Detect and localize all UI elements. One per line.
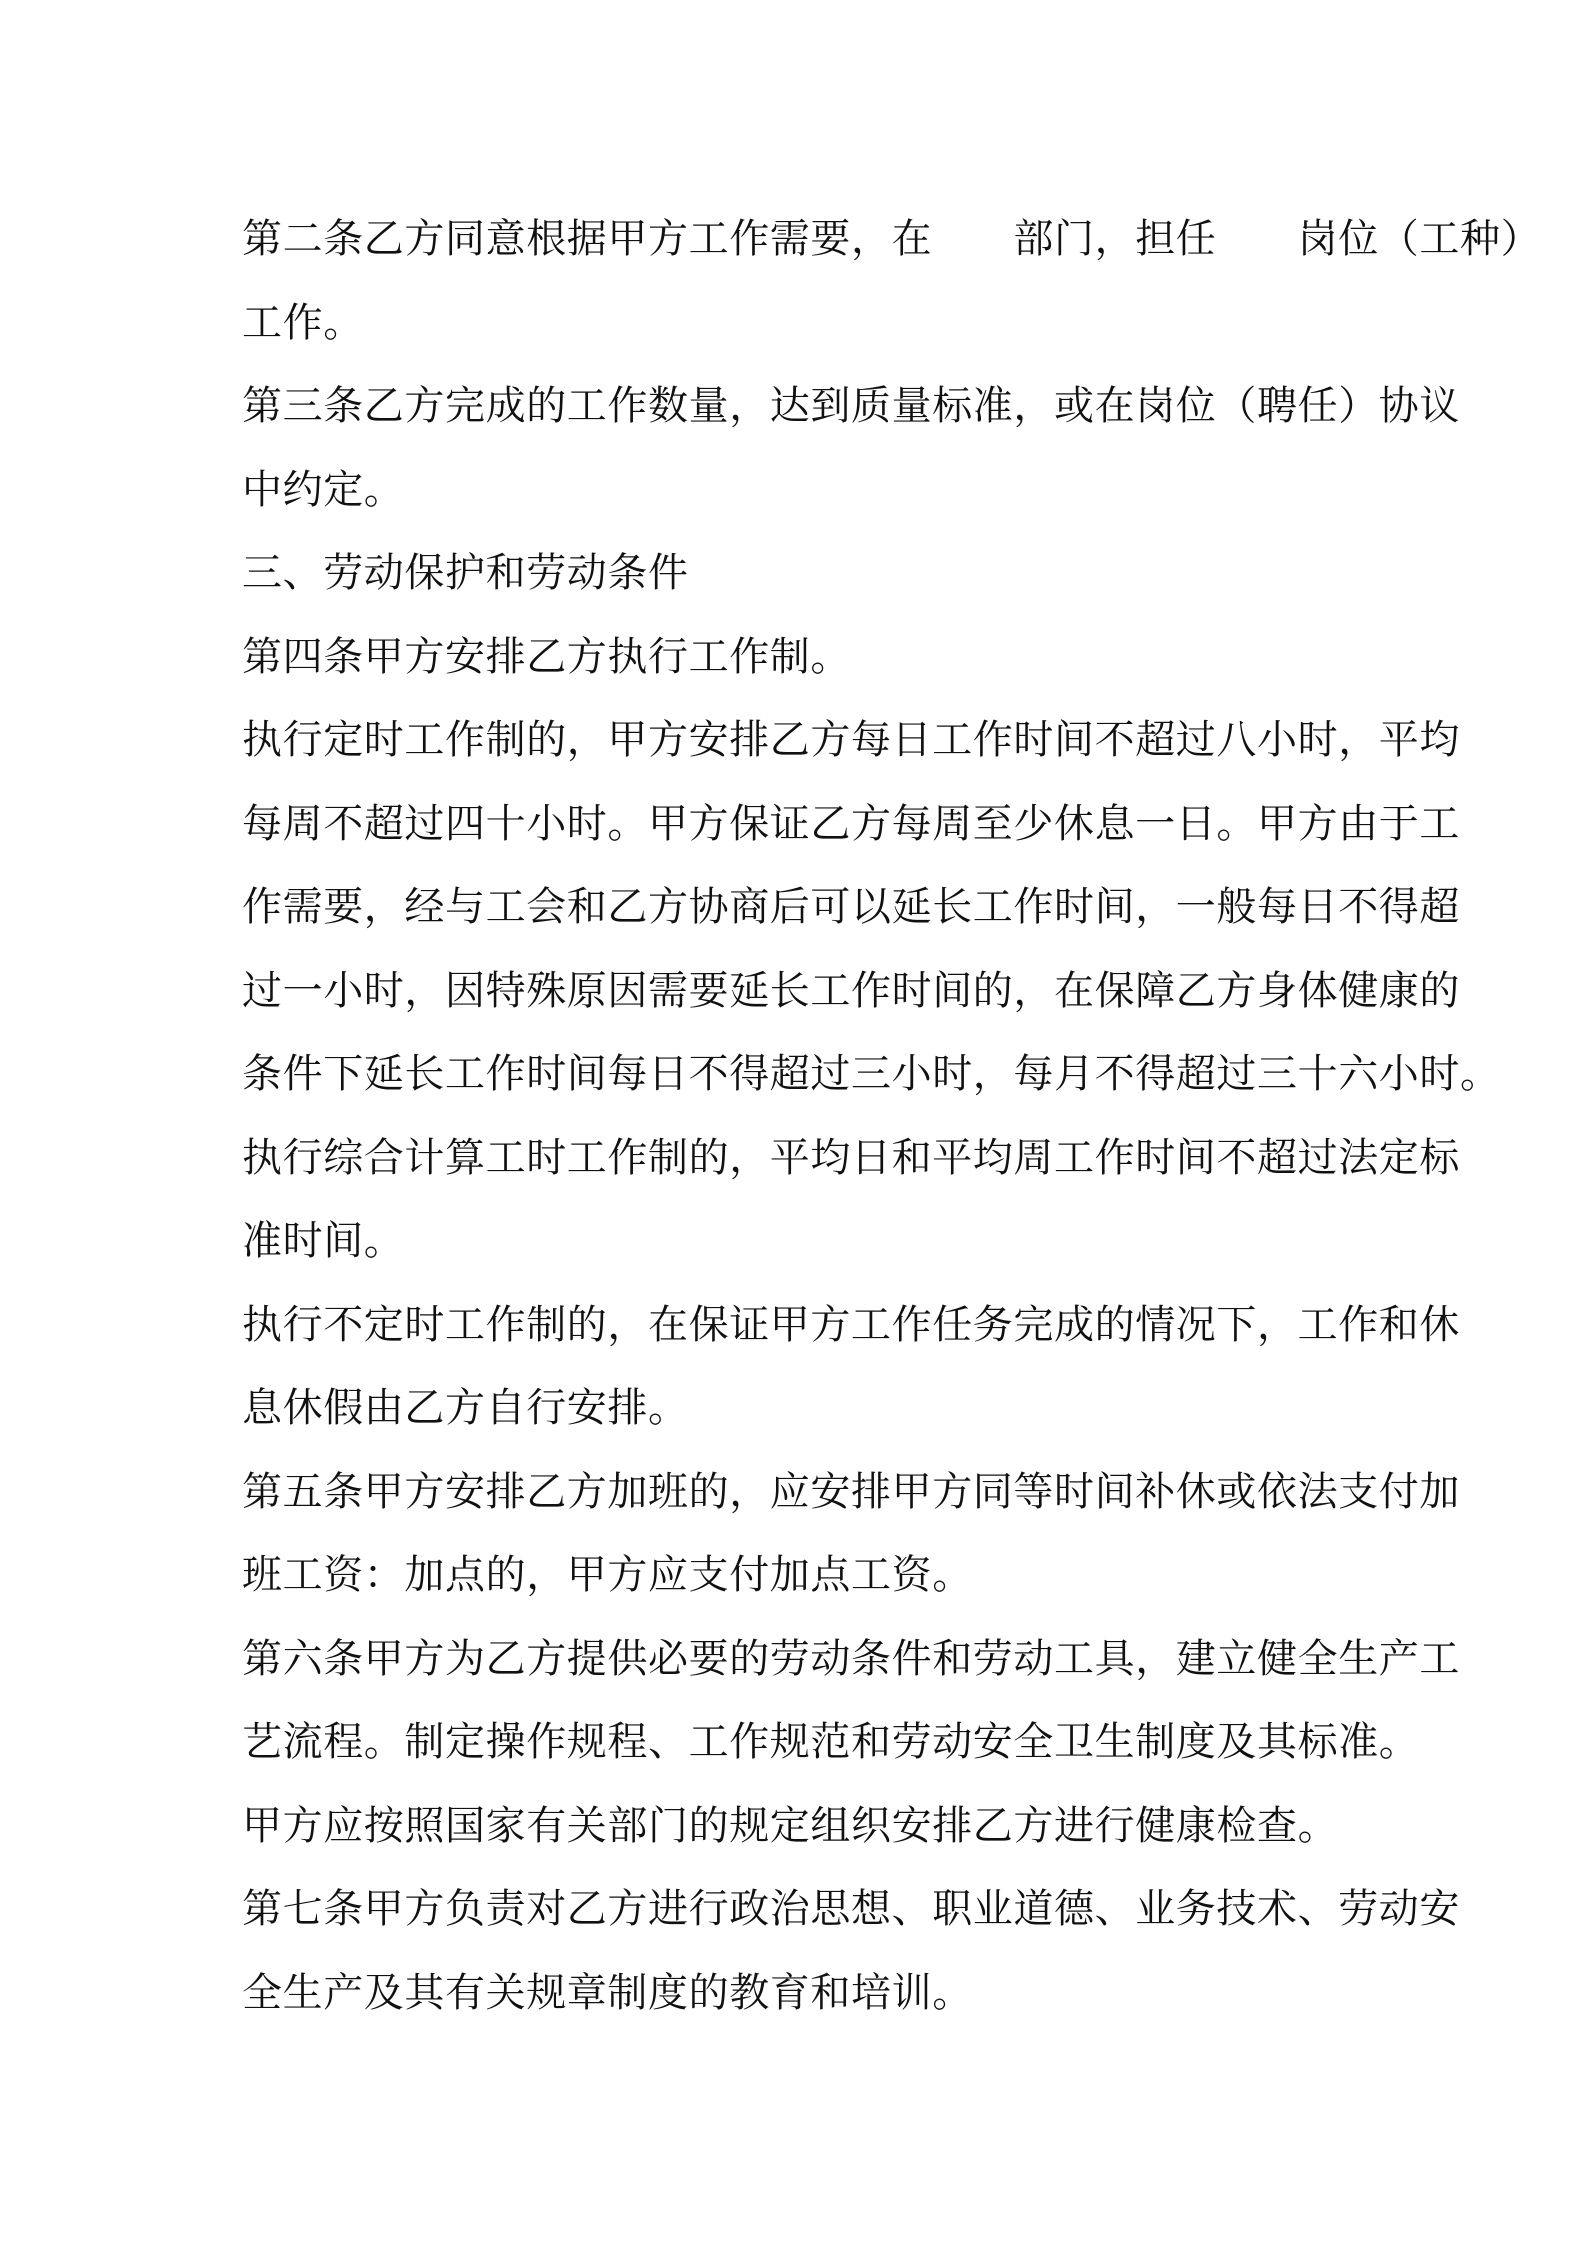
text-line: 条件下延长工作时间每日不得超过三小时，每月不得超过三十六小时。 xyxy=(242,1051,1501,1097)
section-heading: 三、劳动保护和劳动条件 xyxy=(242,550,689,596)
text-line: 执行定时工作制的，甲方安排乙方每日工作时间不超过八小时，平均 xyxy=(242,717,1460,763)
text-line: 每周不超过四十小时。甲方保证乙方每周至少休息一日。甲方由于工 xyxy=(242,800,1460,847)
text-line: 准时间。 xyxy=(242,1218,405,1264)
text-line: 全生产及其有关规章制度的教育和培训。 xyxy=(242,1969,973,2016)
text-line: 中约定。 xyxy=(242,466,405,513)
text-line: 作需要，经与工会和乙方协商后可以延长工作时间，一般每日不得超 xyxy=(242,884,1460,930)
text-line: 艺流程。制定操作规程、工作规范和劳动安全卫生制度及其标准。 xyxy=(242,1719,1420,1765)
text-line: 息休假由乙方自行安排。 xyxy=(242,1385,689,1431)
text-line: 执行综合计算工时工作制的，平均日和平均周工作时间不超过法定标 xyxy=(242,1134,1460,1181)
text-line: 第五条甲方安排乙方加班的，应安排甲方同等时间补休或依法支付加 xyxy=(242,1468,1460,1515)
text-line: 第七条甲方负责对乙方进行政治思想、职业道德、业务技术、劳动安 xyxy=(242,1886,1460,1932)
text-line: 第四条甲方安排乙方执行工作制。 xyxy=(242,633,851,680)
contract-body-text xyxy=(242,198,1542,2035)
text-line: 过一小时，因特殊原因需要延长工作时间的，在保障乙方身体健康的 xyxy=(242,967,1460,1014)
text-line: 第六条甲方为乙方提供必要的劳动条件和劳动工具，建立健全生产工 xyxy=(242,1635,1460,1682)
text-line: 第二条乙方同意根据甲方工作需要，在 部门，担任 岗位（工种） xyxy=(242,216,1542,262)
text-line: 执行不定时工作制的，在保证甲方工作任务完成的情况下，工作和休 xyxy=(242,1301,1460,1348)
text-line: 班工资：加点的，甲方应支付加点工资。 xyxy=(242,1552,973,1598)
text-line: 甲方应按照国家有关部门的规定组织安排乙方进行健康检查。 xyxy=(242,1802,1339,1849)
text-line: 工作。 xyxy=(242,299,364,346)
text-line: 第三条乙方完成的工作数量，达到质量标准，或在岗位（聘任）协议 xyxy=(242,383,1460,429)
